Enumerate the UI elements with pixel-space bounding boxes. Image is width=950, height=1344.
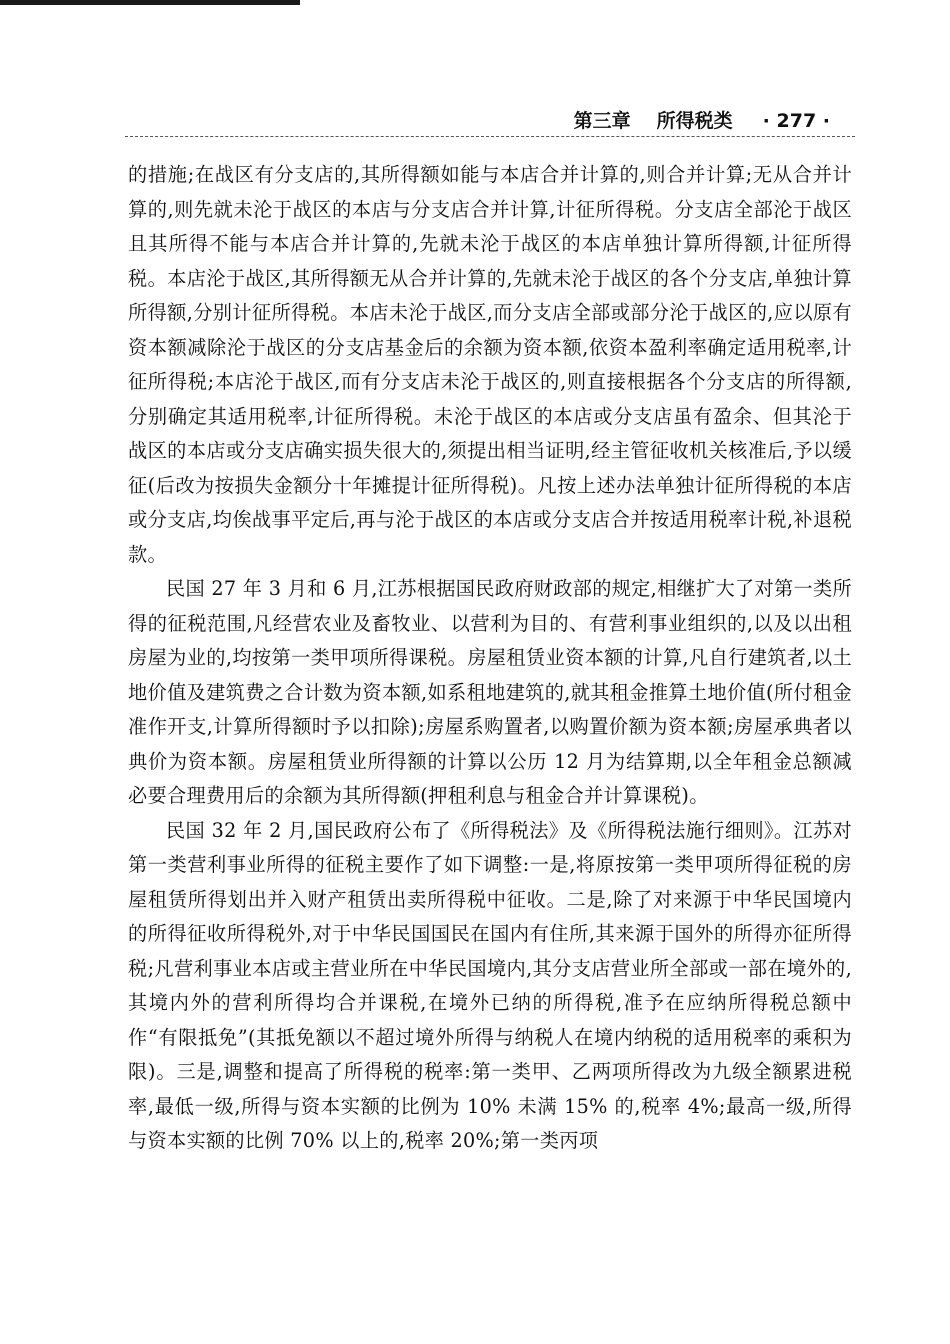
chapter-label: 第三章 [573, 110, 631, 132]
paragraph-1938: 民国 27 年 3 月和 6 月,江苏根据国民政府财政部的规定,相继扩大了对第一类所得的征税范围,凡经营农业及畜牧业、以营利为目的、有营利事业组织的,以及以出租房屋为业的,均按第一类甲项所得课税。房屋租赁业资本额的计算,凡自行建筑者,以土地价值及建筑费之合计数为资本额,如系租地建筑的,就其租金推算土地价值(所付租金准作开支,计算所得额时予以扣除);房屋系购置者,以购置价额为资本额;房屋承典者以典价为资本额。房屋租赁业所得额的计算以公历 12 月为结算期,以全年租金总额减必要合理费用后的余额为其所得额(押租利息与租金合并计算课税)。 [128, 577, 852, 807]
chapter-topic: 所得税类 [656, 110, 733, 132]
paragraph-continued: 的措施;在战区有分支店的,其所得额如能与本店合并计算的,则合并计算;无从合并计算的,则先就未沦于战区的本店与分支店合并计算,计征所得税。分支店全部沦于战区且其所得不能与本店合并计算的,先就未沦于战区的本店单独计算所得额,计征所得税。本店沦于战区,其所得额无从合并计算的,先就未沦于战区的各个分支店,单独计算所得额,分别计征所得税。本店未沦于战区,而分支店全部或部分沦于战区的,应以原有资本额减除沦于战区的分支店基金后的余额为资本额,依资本盈利率确定适用税率,计征所得税;本店沦于战区,而有分支店未沦于战区的,则直接根据各个分支店的所得额,分别确定其适用税率,计征所得税。未沦于战区的本店或分支店虽有盈余、但其沦于战区的本店或分支店确实损失很大的,须提出相当证明,经主管征收机关核准后,予以缓征(后改为按损失金额分十年摊提计征所得税)。凡按上述办法单独计征所得税的本店或分支店,均俟战事平定后,再与沦于战区的本店或分支店合并按适用税率计税,补退税款。 [128, 163, 852, 566]
header-text [574, 108, 830, 134]
paragraph-1943: 民国 32 年 2 月,国民政府公布了《所得税法》及《所得税法施行细则》。江苏对第一类营利事业所得的征税主要作了如下调整:一是,将原按第一类甲项所得征税的房屋租赁所得划出并入财产租赁出卖所得税中征收。二是,除了对来源于中华民国境内的所得征收所得税外,对于中华民国国民在国内有住所,其来源于国外的所得亦征所得税;凡营利事业本店或主营业所在中华民国境内,其分支店营业所全部或一部在境外的,其境内外的营利所得均合并课税,在境外已纳的所得税,准予在应纳所得税总额中作“有限抵免”(其抵免额以不超过境外所得与纳税人在境内纳税的适用税率的乘积为限)。三是,调整和提高了所得税的税率:第一类甲、乙两项所得改为九级全额累进税率,最低一级,所得与资本实额的比例为 10% 未满 15% 的,税率 4%;最高一级,所得与资本实额的比例 70% 以上的,税率 20%;第一类丙项 [128, 818, 852, 1152]
header-divider [125, 136, 855, 137]
body-text [128, 158, 852, 1159]
top-edge-rule [0, 0, 300, 5]
running-header [125, 108, 855, 138]
page-number: · 277 · [762, 110, 830, 132]
